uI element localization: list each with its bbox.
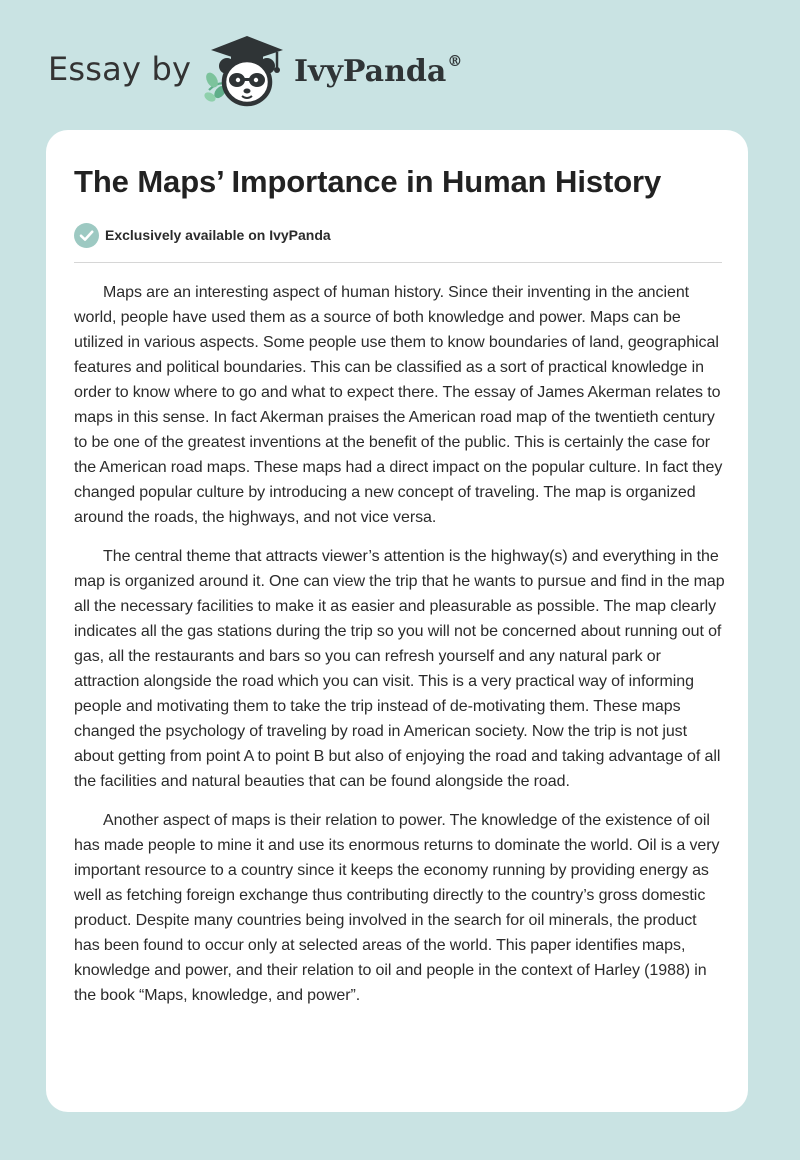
brand-name: IvyPanda — [294, 54, 447, 89]
essay-card — [46, 130, 748, 1112]
panda-graduation-cap-icon[interactable] — [201, 30, 289, 110]
site-header — [48, 28, 748, 108]
paragraph: The central theme that attracts viewer’s attention is the highway(s) and everything in the map is organized around it. One can view the trip that he wants to pursue and find in the map all the necessary facilities to make it as easier and pleasurable as possible. The map clearly indicates all the gas stations during the trip so you will not be concerned about running out of gas, all the restaurants and bars so you can refresh yourself and any natural park or attraction alongside the road which you can visit. This is a very practical way of informing people and motivating them to take the trip instead of de-motivating them. These maps changed the psychology of traveling by road in American society. Now the trip is not just about getting from point A to point B but also of enjoying the road and taking advantage of all the facilities and natural beauties that can be found alongside the road. — [74, 548, 725, 790]
page-title: The Maps’ Importance in Human History — [74, 164, 662, 199]
essay-by-label: Essay by — [48, 50, 192, 88]
essay-body — [74, 280, 726, 1022]
paragraph: Another aspect of maps is their relation to power. The knowledge of the existence of oil has made people to mine it and use its enormous returns to dominate the world. Oil is a very important resource to a country since it keeps the economy running by providing energy as well as fetching foreign exchange thus contributing directly to the country’s gross domestic product. Despite many countries being involved in the search for oil minerals, the product has been found to occur only at selected areas of the world. This paper identifies maps, knowledge and power, and their relation to oil and people in the context of Harley (1988) in the book “Maps, knowledge, and power”. — [74, 812, 720, 1004]
paragraph: Maps are an interesting aspect of human history. Since their inventing in the ancient world, people have used them as a source of both knowledge and power. Maps can be utilized in various aspects. Some people use them to know boundaries of land, geographical features and political boundaries. This can be classified as a sort of practical knowledge in order to know where to go and what to expect there. The essay of James Akerman relates to maps in this sense. In fact Akerman praises the American road map of the twentieth century to be one of the greatest inventions at the benefit of the public. This is certainly the case for the American road maps. These maps had a direct impact on the popular culture. In fact they changed popular culture by introducing a new concept of traveling. The map is organized around the roads, the highways, and not vice versa. — [74, 284, 723, 526]
brand-logo-text[interactable] — [294, 54, 462, 89]
exclusive-label: Exclusively available on IvyPanda — [105, 227, 331, 243]
check-circle-icon — [74, 223, 99, 248]
exclusive-badge — [74, 222, 331, 248]
divider — [74, 262, 722, 263]
registered-mark: ® — [447, 52, 463, 70]
